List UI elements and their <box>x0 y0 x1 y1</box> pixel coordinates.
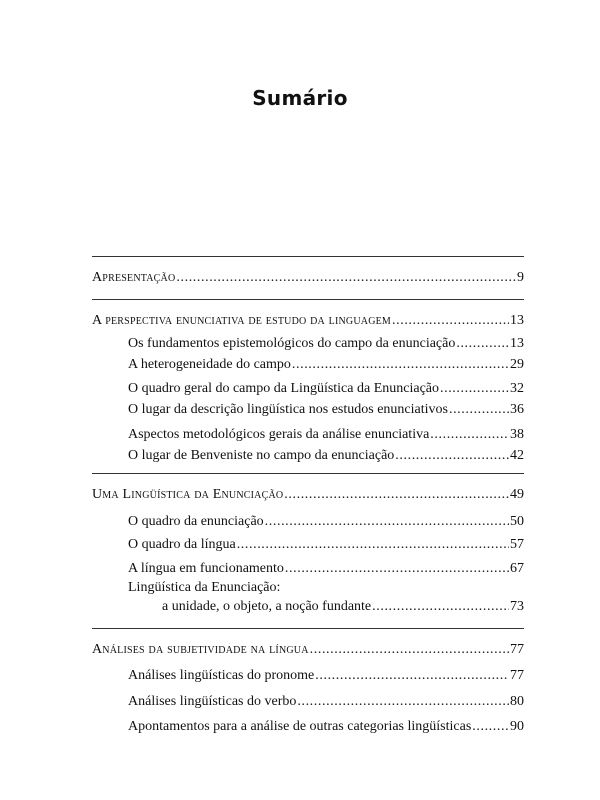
toc-item-entry[interactable] <box>128 537 524 553</box>
page-number: 13 <box>510 336 524 351</box>
item-title: Aspectos metodológicos gerais da análise enunciativa <box>128 427 430 442</box>
dot-leader <box>372 599 509 615</box>
toc-item-entry[interactable] <box>128 381 524 397</box>
page-number: 73 <box>510 599 524 614</box>
item-title: O lugar de Benveniste no campo da enunciação <box>128 448 395 463</box>
toc-section-entry[interactable] <box>92 270 524 286</box>
page-number: 49 <box>510 487 524 502</box>
item-title: A língua em funcionamento <box>128 561 284 576</box>
toc-item-entry[interactable] <box>128 336 524 352</box>
page-number: 50 <box>510 514 524 529</box>
page-number: 90 <box>510 719 524 734</box>
dot-leader <box>395 448 509 464</box>
dot-leader <box>265 514 509 530</box>
toc-section-entry[interactable] <box>92 313 524 329</box>
toc-item-entry[interactable] <box>128 668 524 684</box>
page-number: 29 <box>510 357 524 372</box>
dot-leader <box>472 719 509 735</box>
item-title: Apontamentos para a análise de outras categorias lingüísticas <box>128 719 472 734</box>
item-title: Os fundamentos epistemológicos do campo da enunciação <box>128 336 456 351</box>
toc-item-entry[interactable] <box>162 599 524 615</box>
dot-leader <box>284 487 509 503</box>
dot-leader <box>440 381 509 397</box>
toc-item-entry[interactable] <box>128 561 524 577</box>
page-number: 9 <box>517 270 524 285</box>
page-number: 42 <box>510 448 524 463</box>
dot-leader <box>392 313 509 329</box>
page-number: 80 <box>510 694 524 709</box>
dot-leader <box>292 357 509 373</box>
section-divider <box>92 299 524 300</box>
toc-item-entry[interactable] <box>128 402 524 418</box>
dot-leader <box>176 270 516 286</box>
toc-section-entry[interactable] <box>92 642 524 658</box>
page-number: 77 <box>510 668 524 683</box>
page-number: 57 <box>510 537 524 552</box>
section-title: Análises da subjetividade na língua <box>92 642 309 657</box>
section-divider <box>92 473 524 474</box>
dot-leader <box>456 336 509 352</box>
toc-item-entry[interactable] <box>128 427 524 443</box>
toc-item-entry[interactable] <box>128 448 524 464</box>
dot-leader <box>310 642 509 658</box>
item-title: O lugar da descrição lingüística nos estudos enunciativos <box>128 402 448 417</box>
toc-item-entry[interactable] <box>128 357 524 373</box>
item-title: O quadro geral do campo da Lingüística da Enunciação <box>128 381 439 396</box>
section-title: Apresentação <box>92 270 176 285</box>
item-title: Análises lingüísticas do verbo <box>128 694 297 709</box>
section-title: A perspectiva enunciativa de estudo da linguagem <box>92 313 392 328</box>
item-title: O quadro da língua <box>128 537 236 552</box>
section-title: Uma Lingüística da Enunciação <box>92 487 284 502</box>
page-number: 67 <box>510 561 524 576</box>
toc-item-entry[interactable] <box>128 719 524 735</box>
section-divider <box>92 256 524 257</box>
item-title: Análises lingüísticas do pronome <box>128 668 315 683</box>
item-title-continuation: a unidade, o objeto, a noção fundante <box>162 599 372 614</box>
page-number: 36 <box>510 402 524 417</box>
toc-item-entry[interactable] <box>128 694 524 710</box>
dot-leader <box>449 402 509 418</box>
item-title: O quadro da enunciação <box>128 514 264 529</box>
dot-leader <box>315 668 509 684</box>
item-title: A heterogeneidade do campo <box>128 357 291 372</box>
page-number: 32 <box>510 381 524 396</box>
page-number: 77 <box>510 642 524 657</box>
page-number: 13 <box>510 313 524 328</box>
toc-item-entry[interactable] <box>128 514 524 530</box>
dot-leader <box>297 694 509 710</box>
dot-leader <box>237 537 509 553</box>
toc-section-entry[interactable] <box>92 487 524 503</box>
section-divider <box>92 628 524 629</box>
page-title: Sumário <box>252 86 348 110</box>
item-title[interactable]: Lingüística da Enunciação: <box>128 580 281 595</box>
dot-leader <box>430 427 509 443</box>
page-number: 38 <box>510 427 524 442</box>
dot-leader <box>285 561 509 577</box>
